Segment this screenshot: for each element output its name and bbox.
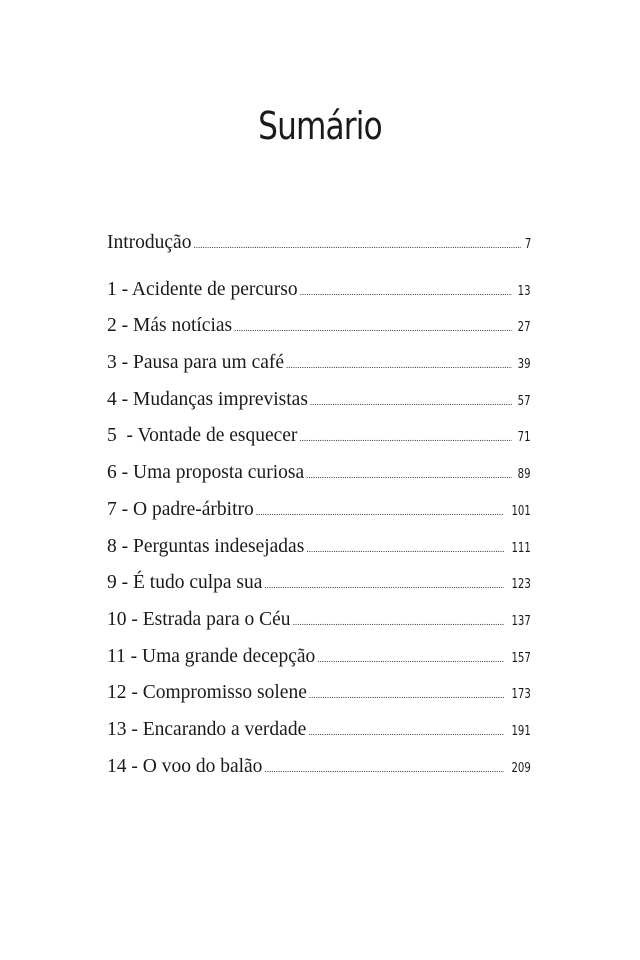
table-of-contents	[107, 232, 531, 792]
toc-entry-page: 111	[511, 540, 531, 556]
toc-entry-label: 9 - É tudo culpa sua	[107, 572, 263, 594]
page-title: Sumário	[258, 104, 382, 148]
toc-entry-page: 123	[511, 577, 531, 593]
toc-leader-dots	[306, 544, 504, 554]
toc-entry-label: 5 - Vontade de esquecer	[107, 425, 298, 447]
toc-entry-chapter-10	[107, 609, 531, 646]
toc-entry-label: 2 - Más notícias	[107, 315, 233, 337]
toc-leader-dots	[300, 287, 513, 297]
toc-entry-chapter-1	[107, 279, 531, 316]
toc-leader-dots	[310, 397, 513, 407]
toc-entry-page: 7	[524, 237, 531, 252]
toc-leader-dots	[306, 470, 512, 480]
toc-entry-page: 89	[518, 467, 531, 483]
toc-leader-dots	[308, 727, 504, 737]
toc-leader-dots	[264, 580, 504, 590]
toc-entry-page: 39	[518, 357, 531, 373]
toc-leader-dots	[286, 360, 512, 370]
toc-entry-chapter-3	[107, 352, 531, 389]
toc-entry-page: 209	[511, 760, 531, 776]
toc-entry-chapter-13	[107, 719, 531, 756]
toc-entry-label: 1 - Acidente de percurso	[107, 278, 298, 300]
toc-entry-page: 13	[518, 283, 531, 299]
toc-entry-chapter-5	[107, 425, 531, 462]
toc-entry-page: 173	[511, 687, 531, 703]
toc-entry-page: 27	[518, 320, 531, 336]
toc-entry-page: 157	[511, 650, 531, 666]
toc-entry-chapter-11	[107, 646, 531, 683]
toc-entry-label: 6 - Uma proposta curiosa	[107, 462, 305, 484]
toc-entry-page: 57	[518, 393, 531, 409]
toc-entry-label: 8 - Perguntas indesejadas	[107, 535, 305, 557]
toc-entry-chapter-9	[107, 572, 531, 609]
toc-entry-page: 191	[511, 723, 531, 739]
toc-entry-chapter-8	[107, 536, 531, 573]
toc-entry-label: Introdução	[107, 232, 192, 253]
toc-entry-label: 10 - Estrada para o Céu	[107, 608, 291, 630]
toc-entry-label: 11 - Uma grande decepção	[107, 645, 316, 667]
toc-entry-label: 12 - Compromisso solene	[107, 682, 307, 704]
toc-entry-introduction	[107, 232, 531, 269]
toc-entry-label: 14 - O voo do balão	[107, 755, 263, 777]
toc-leader-dots	[317, 654, 504, 664]
toc-entry-label: 13 - Encarando a verdade	[107, 718, 307, 740]
toc-entry-page: 137	[511, 613, 531, 629]
toc-leader-dots	[234, 323, 512, 333]
toc-leader-dots	[293, 617, 505, 627]
toc-entry-chapter-12	[107, 682, 531, 719]
toc-entry-label: 3 - Pausa para um café	[107, 352, 285, 374]
toc-leader-dots	[299, 433, 512, 443]
toc-entry-chapter-14	[107, 756, 531, 793]
toc-entry-chapter-4	[107, 389, 531, 426]
toc-entry-label: 7 - O padre-árbitro	[107, 498, 254, 520]
toc-entry-page: 101	[511, 503, 531, 519]
toc-leader-dots	[256, 507, 504, 517]
toc-entry-label: 4 - Mudanças imprevistas	[107, 388, 308, 410]
toc-leader-dots	[264, 764, 504, 774]
toc-entry-chapter-2	[107, 315, 531, 352]
toc-entry-chapter-6	[107, 462, 531, 499]
toc-entry-chapter-7	[107, 499, 531, 536]
toc-leader-dots	[193, 240, 520, 250]
toc-leader-dots	[309, 690, 504, 700]
toc-entry-page: 71	[518, 430, 531, 446]
